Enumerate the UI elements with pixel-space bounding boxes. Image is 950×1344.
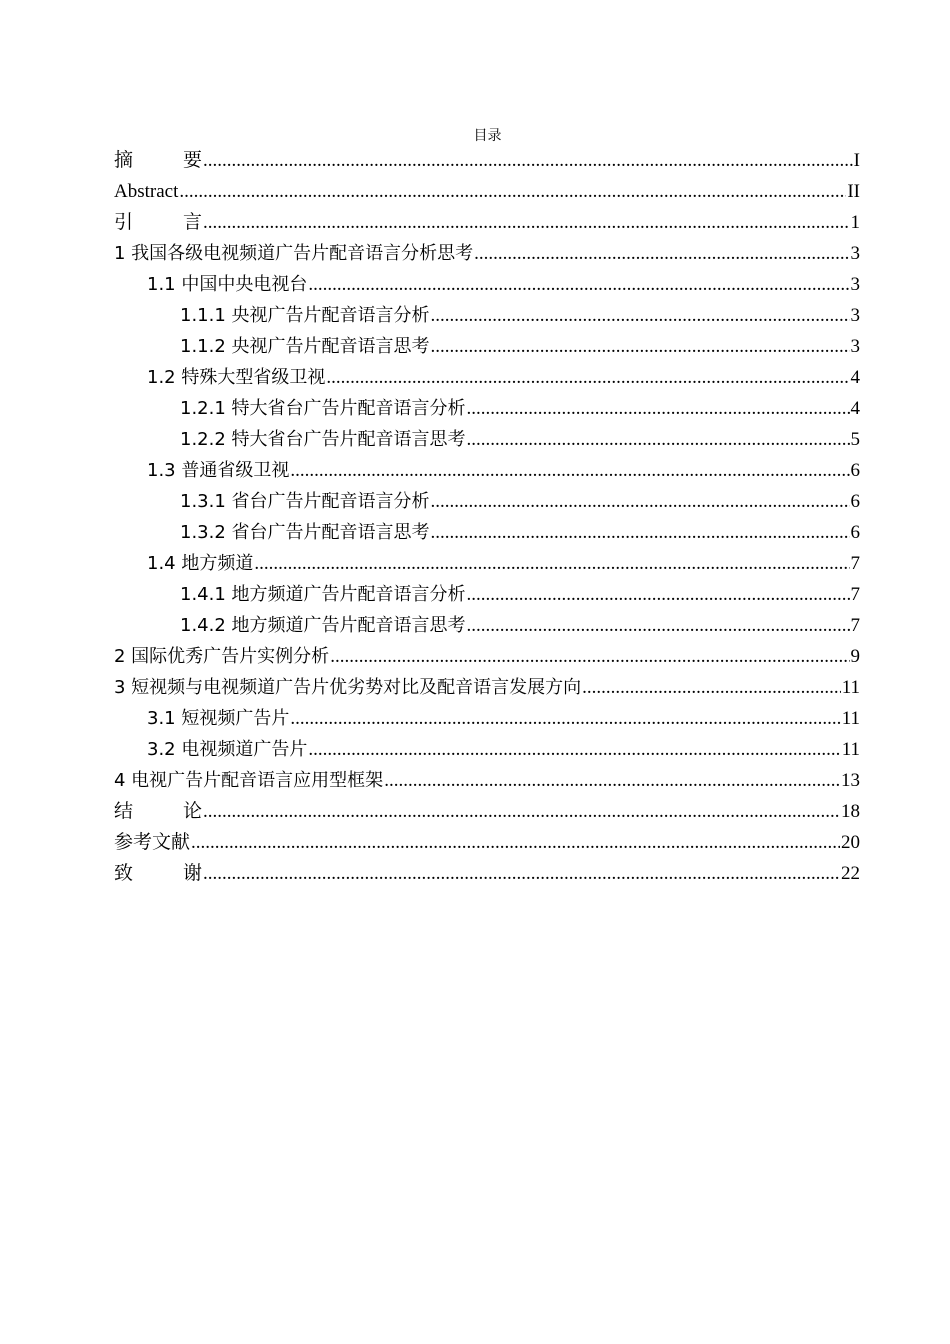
toc-entry-page-number: 9 bbox=[850, 646, 860, 667]
toc-entry-page-number: 22 bbox=[841, 863, 860, 884]
toc-dot-leader bbox=[474, 238, 849, 269]
toc-entry-page-number: 1 bbox=[850, 212, 860, 233]
toc-dot-leader bbox=[290, 455, 849, 486]
toc-dot-leader bbox=[203, 796, 840, 827]
toc-entry[interactable] bbox=[114, 424, 860, 455]
toc-entry[interactable] bbox=[114, 765, 860, 796]
toc-dot-leader bbox=[431, 300, 850, 331]
toc-entry-label: 致 谢 bbox=[114, 863, 202, 884]
toc-entry[interactable] bbox=[114, 176, 860, 207]
toc-dot-leader bbox=[203, 858, 840, 889]
toc-entry-label: 1.1.1 央视广告片配音语言分析 bbox=[180, 305, 430, 326]
toc-entry-label: 4 电视广告片配音语言应用型框架 bbox=[114, 770, 384, 791]
toc-dot-leader bbox=[467, 579, 850, 610]
toc-entry-page-number: 20 bbox=[841, 832, 860, 853]
toc-entry[interactable] bbox=[114, 858, 860, 889]
toc-entry-page-number: 6 bbox=[850, 460, 860, 481]
toc-dot-leader bbox=[290, 703, 840, 734]
toc-entry-page-number: 5 bbox=[850, 429, 860, 450]
toc-entry-page-number: 4 bbox=[850, 398, 860, 419]
toc-entry-label: 1.2.1 特大省台广告片配音语言分析 bbox=[180, 398, 466, 419]
toc-dot-leader bbox=[308, 269, 849, 300]
toc-entry-page-number: 11 bbox=[841, 739, 860, 760]
toc-dot-leader bbox=[431, 486, 850, 517]
toc-entry-page-number: 11 bbox=[841, 708, 860, 729]
toc-entry[interactable] bbox=[114, 796, 860, 827]
toc-entry-page-number: 7 bbox=[850, 553, 860, 574]
toc-entry-label: 1.4.2 地方频道广告片配音语言思考 bbox=[180, 615, 466, 636]
toc-entry-label: 3.2 电视频道广告片 bbox=[147, 739, 308, 760]
toc-entry[interactable] bbox=[114, 145, 860, 176]
toc-dot-leader bbox=[203, 145, 853, 176]
toc-dot-leader bbox=[254, 548, 849, 579]
toc-entry-label: Abstract bbox=[114, 181, 179, 202]
toc-entry[interactable] bbox=[114, 238, 860, 269]
toc-entry[interactable] bbox=[114, 362, 860, 393]
toc-dot-leader bbox=[330, 641, 849, 672]
toc-entry-page-number: 7 bbox=[850, 615, 860, 636]
toc-entry-label: 3 短视频与电视频道广告片优劣势对比及配音语言发展方向 bbox=[114, 677, 582, 698]
toc-entry-label: 3.1 短视频广告片 bbox=[147, 708, 290, 729]
toc-entry-page-number: 3 bbox=[850, 274, 860, 295]
toc-entry[interactable] bbox=[114, 579, 860, 610]
toc-entry[interactable] bbox=[114, 207, 860, 238]
toc-entry[interactable] bbox=[114, 517, 860, 548]
toc-entry-label: 1.1 中国中央电视台 bbox=[147, 274, 308, 295]
toc-dot-leader bbox=[384, 765, 840, 796]
toc-entry[interactable] bbox=[114, 548, 860, 579]
toc-entry[interactable] bbox=[114, 486, 860, 517]
toc-entry-label: 1.2.2 特大省台广告片配音语言思考 bbox=[180, 429, 466, 450]
toc-entry-label: 1.4 地方频道 bbox=[147, 553, 254, 574]
toc-entry[interactable] bbox=[114, 300, 860, 331]
toc-dot-leader bbox=[467, 393, 850, 424]
page-title: 目录 bbox=[473, 128, 502, 144]
toc-entry-page-number: II bbox=[847, 181, 860, 202]
toc-entry-page-number: 6 bbox=[850, 522, 860, 543]
toc-dot-leader bbox=[582, 672, 841, 703]
toc-entry-page-number: 3 bbox=[850, 243, 860, 264]
toc-entry-label: 1.1.2 央视广告片配音语言思考 bbox=[180, 336, 430, 357]
table-of-contents bbox=[114, 145, 860, 889]
toc-entry-page-number: I bbox=[853, 150, 860, 171]
toc-entry-label: 引 言 bbox=[114, 212, 202, 233]
toc-entry-label: 2 国际优秀广告片实例分析 bbox=[114, 646, 330, 667]
toc-entry[interactable] bbox=[114, 672, 860, 703]
toc-entry-label: 1.3.1 省台广告片配音语言分析 bbox=[180, 491, 430, 512]
toc-entry-label: 1.2 特殊大型省级卫视 bbox=[147, 367, 326, 388]
toc-entry-page-number: 13 bbox=[841, 770, 860, 791]
toc-entry[interactable] bbox=[114, 269, 860, 300]
toc-entry[interactable] bbox=[114, 331, 860, 362]
toc-entry[interactable] bbox=[114, 641, 860, 672]
toc-entry-page-number: 3 bbox=[850, 305, 860, 326]
toc-dot-leader bbox=[191, 827, 840, 858]
toc-entry-label: 1.3 普通省级卫视 bbox=[147, 460, 290, 481]
toc-entry[interactable] bbox=[114, 827, 860, 858]
toc-entry[interactable] bbox=[114, 393, 860, 424]
toc-entry[interactable] bbox=[114, 455, 860, 486]
toc-entry[interactable] bbox=[114, 610, 860, 641]
toc-entry-label: 摘 要 bbox=[114, 150, 202, 171]
toc-entry-label: 1.3.2 省台广告片配音语言思考 bbox=[180, 522, 430, 543]
toc-entry-page-number: 11 bbox=[841, 677, 860, 698]
toc-entry[interactable] bbox=[114, 734, 860, 765]
toc-dot-leader bbox=[467, 610, 850, 641]
toc-dot-leader bbox=[431, 331, 850, 362]
toc-entry-page-number: 18 bbox=[841, 801, 860, 822]
toc-entry-label: 1 我国各级电视频道广告片配音语言分析思考 bbox=[114, 243, 474, 264]
toc-entry[interactable] bbox=[114, 703, 860, 734]
toc-dot-leader bbox=[467, 424, 850, 455]
toc-entry-page-number: 3 bbox=[850, 336, 860, 357]
toc-dot-leader bbox=[179, 176, 846, 207]
toc-entry-label: 1.4.1 地方频道广告片配音语言分析 bbox=[180, 584, 466, 605]
toc-entry-page-number: 7 bbox=[850, 584, 860, 605]
toc-dot-leader bbox=[326, 362, 849, 393]
toc-entry-page-number: 6 bbox=[850, 491, 860, 512]
toc-entry-label: 结 论 bbox=[114, 801, 202, 822]
toc-dot-leader bbox=[308, 734, 840, 765]
toc-dot-leader bbox=[203, 207, 850, 238]
toc-entry-page-number: 4 bbox=[850, 367, 860, 388]
toc-dot-leader bbox=[431, 517, 850, 548]
toc-entry-label: 参考文献 bbox=[114, 832, 191, 853]
